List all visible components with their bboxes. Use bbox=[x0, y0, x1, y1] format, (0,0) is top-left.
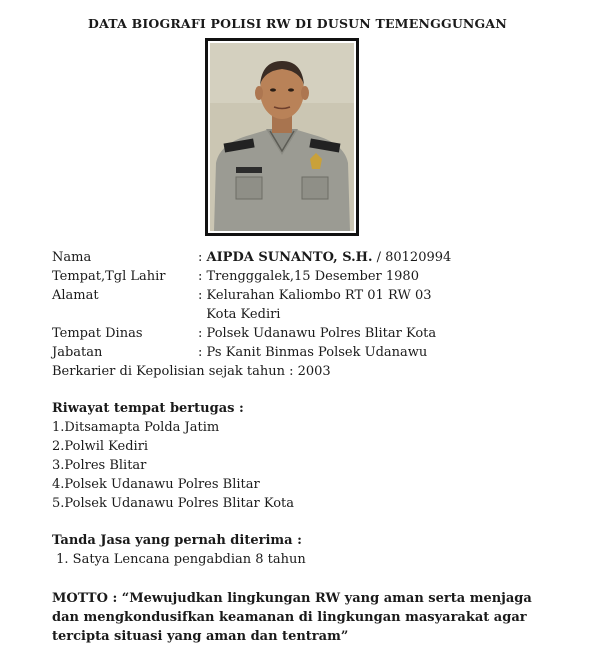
list-item: 1.Ditsamapta Polda Jatim bbox=[52, 420, 220, 435]
bio-row-alamat-2 bbox=[52, 305, 451, 324]
officer-nrp: / 80120994 bbox=[372, 250, 452, 265]
jabatan-value: : Ps Kanit Binmas Polsek Udanawu bbox=[198, 345, 428, 360]
alamat-value: : Kelurahan Kaliombo RT 01 RW 03 bbox=[198, 288, 432, 303]
officer-name: AIPDA SUNANTO, S.H. bbox=[206, 250, 373, 265]
riwayat-title: Riwayat tempat bertugas : bbox=[52, 401, 244, 416]
bio-row-karier bbox=[52, 362, 451, 381]
ttl-value: : Trengggalek,15 Desember 1980 bbox=[198, 269, 419, 284]
tanda-jasa-title: Tanda Jasa yang pernah diterima : bbox=[52, 533, 302, 548]
name-value bbox=[198, 248, 451, 267]
ttl-label: Tempat,Tgl Lahir bbox=[52, 269, 166, 284]
dinas-value: : Polsek Udanawu Polres Blitar Kota bbox=[198, 326, 437, 341]
list-item: 2.Polwil Kediri bbox=[52, 439, 149, 454]
bio-row-jabatan bbox=[52, 343, 451, 362]
dinas-label: Tempat Dinas bbox=[52, 326, 143, 341]
bio-row-name bbox=[52, 248, 451, 267]
jabatan-label: Jabatan bbox=[52, 345, 103, 360]
karier-text: Berkarier di Kepolisian sejak tahun : 2003 bbox=[52, 364, 331, 379]
alamat-label-spacer bbox=[52, 305, 198, 324]
list-item: 5.Polsek Udanawu Polres Blitar Kota bbox=[52, 496, 295, 511]
alamat-value-line2: Kota Kediri bbox=[198, 307, 281, 322]
riwayat-section bbox=[52, 399, 294, 513]
tanda-jasa-section bbox=[52, 531, 306, 569]
motto-line-2: dan mengkondusifkan keamanan di lingkungan masyarakat agar bbox=[52, 610, 527, 625]
motto-section bbox=[52, 589, 562, 646]
motto-line-3: tercipta situasi yang aman dan tentram” bbox=[52, 629, 349, 644]
portrait-photo-frame bbox=[205, 38, 359, 236]
list-item: 4.Polsek Udanawu Polres Blitar bbox=[52, 477, 260, 492]
bio-row-alamat bbox=[52, 286, 451, 305]
bio-row-ttl bbox=[52, 267, 451, 286]
biodata-section bbox=[52, 248, 451, 381]
name-separator: : bbox=[198, 250, 207, 265]
bio-row-dinas bbox=[52, 324, 451, 343]
list-item: 1. Satya Lencana pengabdian 8 tahun bbox=[52, 552, 306, 567]
name-label: Nama bbox=[52, 250, 92, 265]
alamat-label: Alamat bbox=[52, 288, 99, 303]
portrait-photo bbox=[208, 41, 356, 233]
page-title: DATA BIOGRAFI POLISI RW DI DUSUN TEMENGGUNGAN bbox=[88, 16, 507, 31]
officer-portrait-image bbox=[210, 43, 354, 231]
motto-line-1: MOTTO : “Mewujudkan lingkungan RW yang aman serta menjaga bbox=[52, 591, 532, 606]
list-item: 3.Polres Blitar bbox=[52, 458, 147, 473]
